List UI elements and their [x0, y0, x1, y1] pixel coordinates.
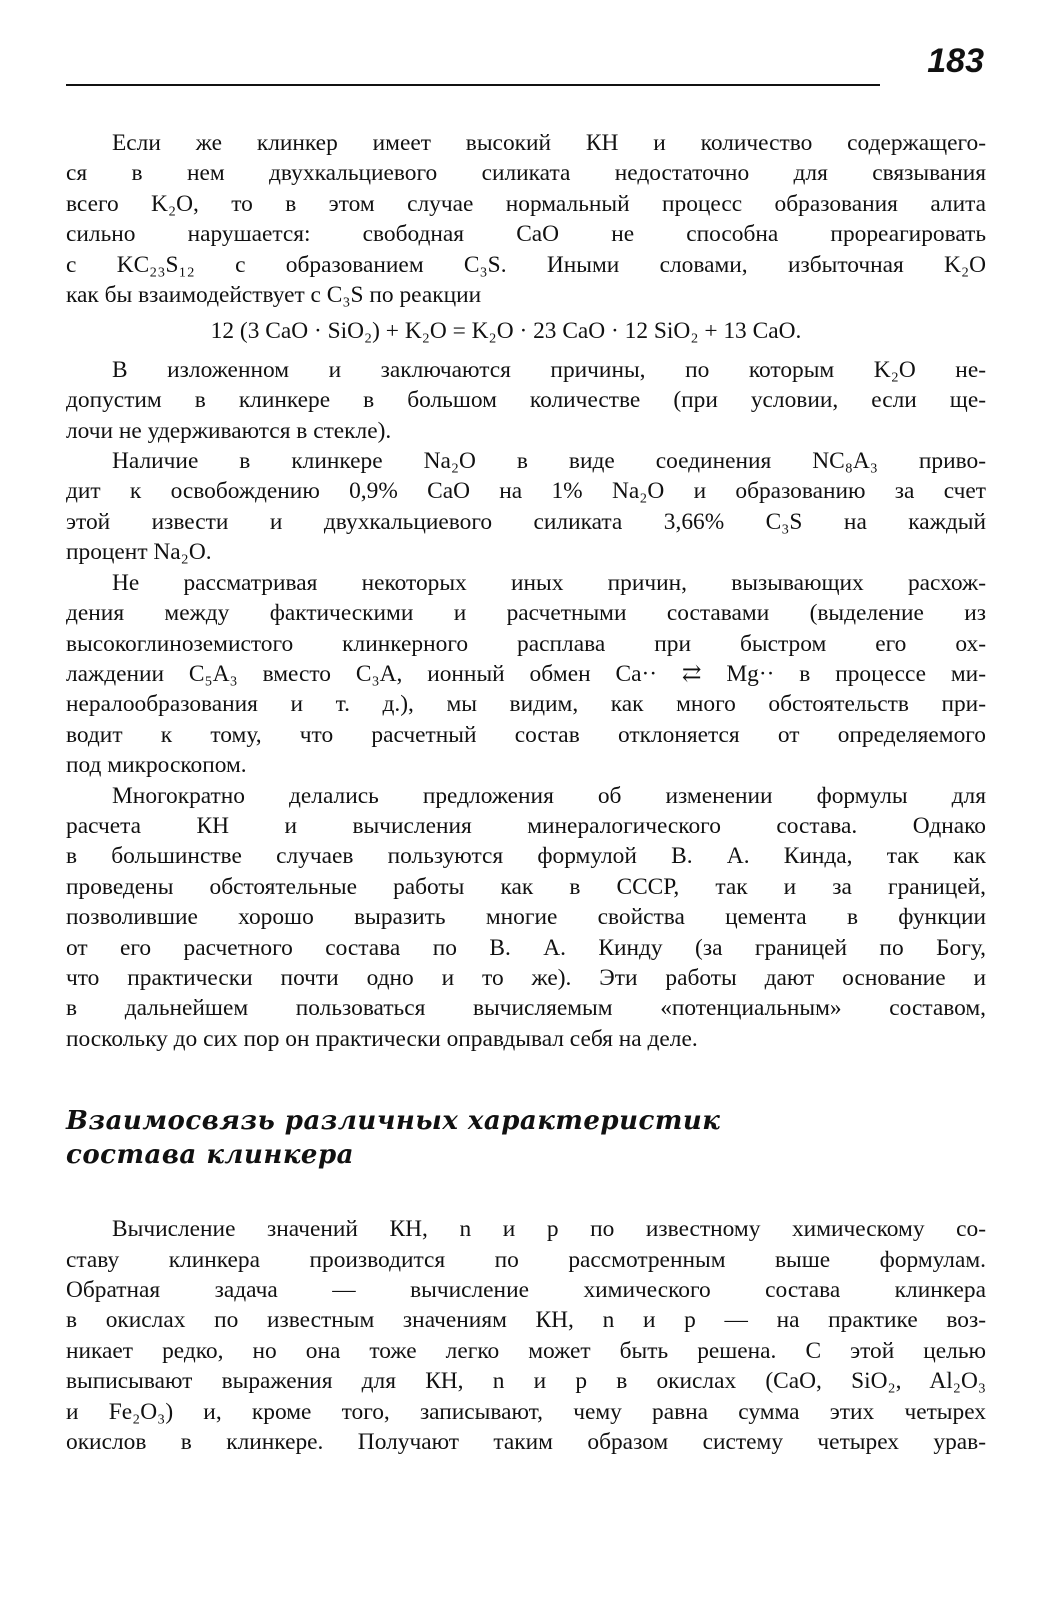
text-line: Обратная задача — вычисление химического состава клинкера: [66, 1277, 986, 1303]
text-line: допустим в клинкере в большом количестве (при условии, если ще-: [66, 387, 986, 414]
text-line: и Fe₂O₃) и, кроме того, записывают, чему равна сумма этих четырех: [66, 1398, 986, 1425]
text-line: этой извести и двухкальциевого силиката 3,66% C₃S на каждый: [66, 508, 986, 535]
text-line: никает редко, но она тоже легко может быть решена. С этой целью: [66, 1337, 986, 1364]
text-line: Наличие в клинкере Na₂O в виде соединения NC₈A₃ приво-: [112, 448, 986, 475]
text-line: дения между фактическими и расчетными составами (выделение из: [66, 600, 986, 627]
text-line: с KC₂₃S₁₂ с образованием C₃S. Иными словами, избыточная K₂O: [66, 251, 986, 278]
text-line: Если же клинкер имеет высокий КН и количество содержащего-: [112, 130, 986, 156]
text-line: под микроскопом.: [66, 752, 247, 779]
section-heading-line: Взаимосвязь различных характеристик: [66, 1106, 721, 1137]
text-line: Многократно делались предложения об изменении формулы для: [112, 782, 986, 809]
text-line: позволившие хорошо выразить многие свойства цемента в функции: [66, 904, 986, 931]
section-paragraph: [66, 1214, 986, 1457]
text-line: поскольку до сих пор он практически оправдывал себя на деле.: [66, 1025, 698, 1052]
text-line: Вычисление значений КН, n и p по известному химическому со-: [112, 1216, 986, 1243]
text-line: ставу клинкера производится по рассмотренным выше формулам.: [66, 1246, 986, 1273]
header-rule: [66, 84, 880, 86]
text-line: лочи не удерживаются в стекле).: [66, 417, 392, 444]
text-line: лаждении C₅A₃ вместо C₃A, ионный обмен Ca·· ⇄ Mg·· в процессе ми-: [66, 660, 986, 687]
paragraph-3: [66, 446, 986, 568]
text-line: что практически почти одно и то же). Эти работы дают основание и: [66, 964, 986, 991]
text-line: процент Na₂O.: [66, 539, 212, 566]
paragraph-4: [66, 568, 986, 781]
text-line: Не рассматривая некоторых иных причин, вызывающих расхож-: [112, 569, 986, 596]
text-line: в окислах по известным значениям КН, n и p — на практике воз-: [66, 1307, 986, 1334]
page-body: [66, 128, 986, 1457]
text-line: дит к освобождению 0,9% CaO на 1% Na₂O и образованию за счет: [66, 478, 986, 505]
text-line: расчета КН и вычисления минералогического состава. Однако: [66, 812, 986, 839]
text-line: высокоглиноземистого клинкерного расплава при быстром его ох-: [66, 630, 986, 657]
paragraph-5: [66, 781, 986, 1055]
text-line: нералообразования и т. д.), мы видим, как много обстоятельств при-: [66, 691, 986, 718]
section-heading: [66, 1104, 986, 1172]
page-number: 183: [927, 42, 984, 80]
text-line: В изложенном и заключаются причины, по которым K₂O не-: [112, 356, 986, 383]
paragraph-1: [66, 128, 986, 310]
text-line: сильно нарушается: свободная СаО не способна прореагировать: [66, 221, 986, 248]
reaction-formula: 12 (3 CaO · SiO₂) + K₂O = K₂O · 23 CaO · 12 SiO₂ + 13 CaO.: [210, 318, 802, 345]
text-line: выписывают выражения для КН, n и p в окислах (CaO, SiO₂, Al₂O₃: [66, 1368, 986, 1395]
text-line: как бы взаимодействует с C₃S по реакции: [66, 282, 482, 309]
section-heading-line: состава клинкера: [66, 1140, 354, 1171]
text-line: в дальнейшем пользоваться вычисляемым «потенциальным» составом,: [66, 995, 986, 1022]
text-line: всего K₂O, то в этом случае нормальный процесс образования алита: [66, 190, 986, 217]
text-line: водит к тому, что расчетный состав отклоняется от определяемого: [66, 721, 986, 748]
text-line: проведены обстоятельные работы как в СССР, так и за границей,: [66, 873, 986, 900]
text-line: от его расчетного состава по В. А. Кинду (за границей по Богу,: [66, 934, 986, 961]
paragraph-2: [66, 355, 986, 446]
text-line: окислов в клинкере. Получают таким образом систему четырех урав-: [66, 1429, 986, 1456]
text-line: в большинстве случаев пользуются формулой В. А. Кинда, так как: [66, 843, 986, 870]
text-line: ся в нем двухкальциевого силиката недостаточно для связывания: [66, 160, 986, 187]
